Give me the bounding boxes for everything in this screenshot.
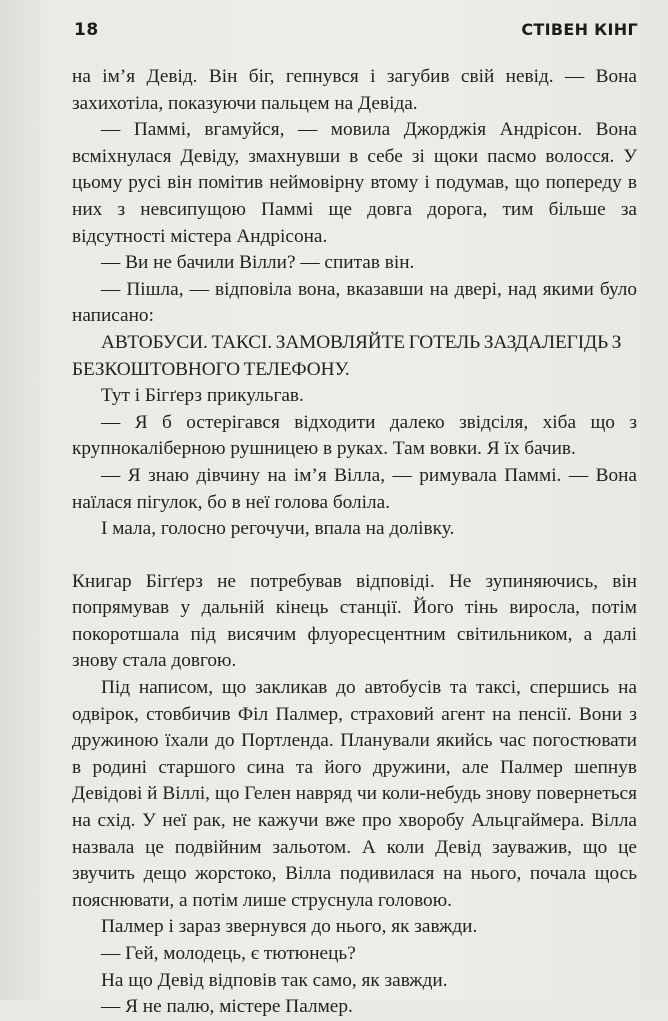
body-text	[72, 64, 637, 1021]
paragraph: Палмер і зараз звернувся до нього, як завжди.	[101, 916, 478, 938]
paragraph: На що Девід відповів так само, як завжди.	[101, 969, 448, 991]
page-number: 18	[74, 20, 99, 40]
paragraph: Книгар Бігґерз не потребував відповіді. Не зупиняючись, він попрямував у дальній кінець станції. Його тінь виросла, потім покоротшала під висячим флуоресцентним світильником, а далі знову стала довгою.	[72, 570, 637, 672]
paragraph: І мала, голосно регочучи, впала на долівку.	[101, 518, 455, 540]
page-header	[74, 20, 638, 48]
paragraph: — Я б остерігався відходити далеко звідсіля, хіба що з крупнокаліберною рушницею в руках. Там вовки. Я їх бачив.	[72, 411, 637, 460]
paragraph: — Я знаю дівчину на ім’я Вілла, — римувала Паммі. — Вона наїлася пігулок, бо в неї голова боліла.	[72, 464, 637, 513]
paragraph: на ім’я Девід. Він біг, гепнувся і загубив свій невід. — Вона захихотіла, показуючи пальцем на Девіда.	[72, 66, 637, 114]
paragraph: — Гей, молодець, є тютюнець?	[101, 943, 356, 964]
paragraph: Під написом, що закликав до автобусів та таксі, спершись на одвірок, стовбичив Філ Палмер, страховий агент на пенсії. Вони з дружиною їхали до Портленда. Планували якийсь час погостювати в родині старшого сина та його дружини, але Палмер шепнув Девідові й Віллі, що Гелен навряд чи коли-небудь знову повернеться на схід. У неї рак, не кажучи вже про хворобу Альцгаймера. Вілла назвала це подвійним зальотом. А коли Девід зауважив, що це звучить дещо жорстоко, Вілла подивилася на нього, почала щось пояснювати, а потім лише струснула головою.	[72, 677, 637, 911]
paragraph: — Паммі, вгамуйся, — мовила Джорджія Андрісон. Вона всміхнулася Девіду, змахнувши в себе зі щоки пасмо волосся. У цьому русі він помітив неймовірну втому і подумав, що попереду в них з невсипущою Паммі ще довга дорога, тим більше за відсутності містера Андрісона.	[72, 119, 637, 247]
paragraph: — Я не палю, містере Палмер.	[101, 996, 353, 1018]
paragraph: — Пішла, — відповіла вона, вказавши на двері, над якими було написано:	[72, 278, 637, 327]
paragraph: — Ви не бачили Вілли? — спитав він.	[101, 252, 415, 274]
running-head-author: СТІВЕН КІНГ	[521, 20, 638, 39]
sign-text: АВТОБУСИ. ТАКСІ. ЗАМОВЛЯЙТЕ ГОТЕЛЬ ЗАЗДАЛЕГІДЬ З БЕЗКОШТОВНОГО ТЕЛЕФОНУ.	[72, 331, 622, 380]
paragraph: Тут і Бігґерз прикульгав.	[101, 385, 304, 407]
